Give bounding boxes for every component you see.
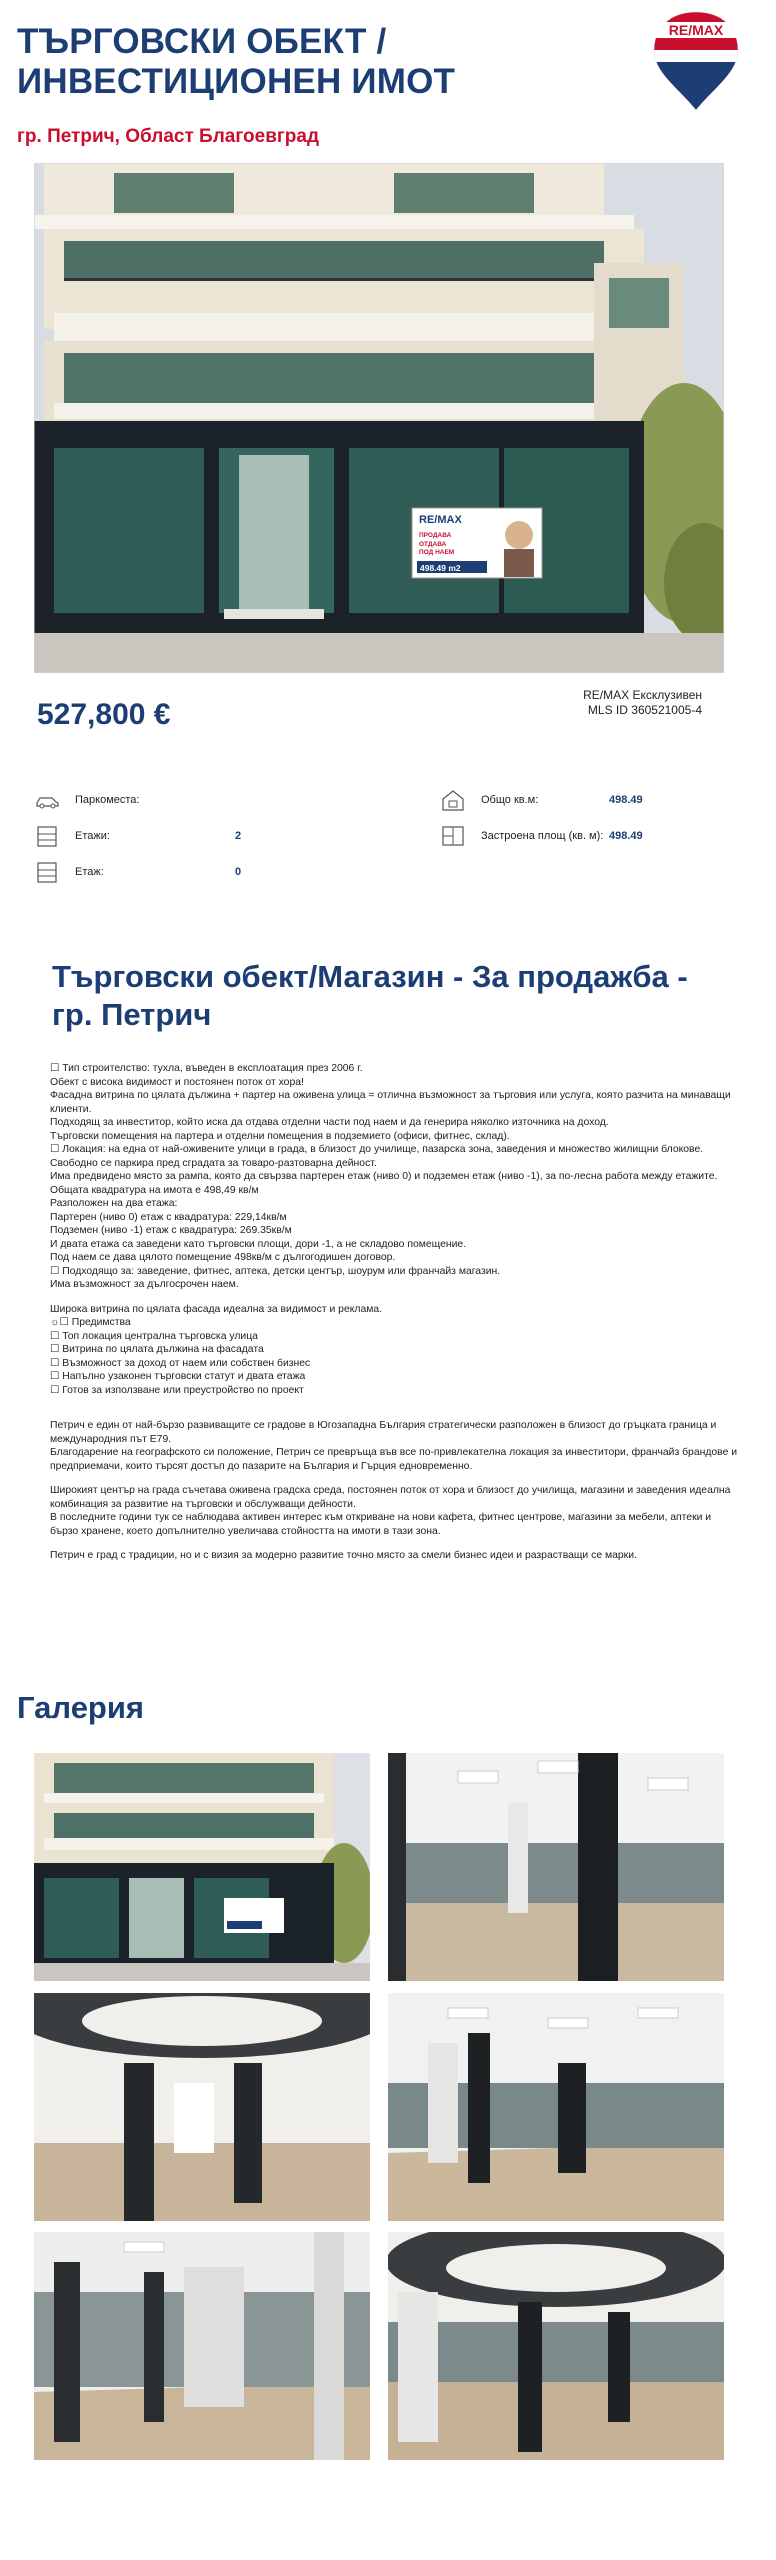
balloon-logo-icon [648, 6, 744, 118]
description-line: Свободно се паркира пред сградата за товаро-разтоварна дейност. [50, 1157, 377, 1169]
fact-label: Застроена площ (кв. м): [481, 830, 604, 842]
description-line: Петрич е град с традиции, но и с визия за модерно развитие точно място за смели бизнес идеи и разрастващи се марки. [50, 1550, 637, 1561]
description-line: ☐ Тип строителство: тухла, въведен в експлоатация през 2006 г. [50, 1063, 363, 1074]
fact-label: Етажи: [75, 830, 110, 842]
gallery-image-interior[interactable] [34, 1993, 370, 2221]
description-line: ☐ Възможност за доход от наем или собствен бизнес [50, 1357, 311, 1369]
description-line: Разположен на два етажа: [50, 1198, 178, 1209]
gallery-image-interior[interactable] [388, 1753, 724, 1981]
fact-total-area [440, 788, 643, 812]
building-icon [34, 860, 60, 884]
house-area-icon [440, 788, 466, 812]
gallery-image-interior[interactable] [388, 2232, 724, 2460]
fact-built-area [440, 824, 643, 848]
fact-value: 0 [235, 866, 242, 878]
listing-price: 527,800 € [37, 698, 171, 731]
paragraph-gap [50, 1408, 740, 1419]
description-line: Подземен (ниво -1) етаж с квадратура: 269.35кв/м [50, 1225, 292, 1236]
description-line: Подходящ за инвеститор, който иска да отдава отделни части под наем и да генерира няколко източника на доход. [50, 1117, 609, 1128]
page-title: ТЪРГОВСКИ ОБЕКТ / ИНВЕСТИЦИОНЕН ИМОТ [17, 22, 456, 101]
fact-value: 498.49 [609, 794, 643, 806]
description-line: ☐ Подходящо за: заведение, фитнес, аптека, детски център, шоурум или франчайз магазин. [50, 1265, 501, 1277]
location-subtitle: гр. Петрич, Област Благоевград [17, 126, 320, 147]
floor-plan-icon [440, 824, 466, 848]
fact-parking [34, 788, 235, 812]
description-line: ☼☐ Предимства [50, 1317, 131, 1328]
description-line: Широкият център на града съчетава оживена градска среда, постоянен поток от хора и близост до училища, магазини и заведения идеална комбинация за развитие на търговски и обслужващи дейности. [50, 1485, 731, 1510]
fact-value: 2 [235, 830, 242, 842]
description-line: ☐ Локация: на една от най-оживените улици в града, в близост до училище, пазарска зона, заведения и множество жилищни блокове. [50, 1144, 704, 1155]
description-line: Фасадна витрина по цялата дължина + партер на оживена улица = отлична възможност за търговия или услуга, която разчита на минаващи клиенти. [50, 1090, 731, 1115]
agency-label: RE/MAX Ексклузивен [583, 688, 702, 702]
description-line: Под наем се дава цялото помещение 498кв/м с дългогодишен договор. [50, 1252, 396, 1263]
sign-area: 498.49 m2 [420, 563, 461, 573]
fact-label: Етаж: [75, 866, 104, 878]
hero-photo [34, 163, 724, 673]
description-line: ☐ Напълно узаконен търговски статут и двата етажа [50, 1371, 306, 1382]
sign-line-3: ПОД НАЕМ [419, 549, 455, 556]
paragraph-gap [50, 1473, 740, 1484]
description-line: И двата етажа са заведени като търговски площи, дори -1, а не складово помещение. [50, 1238, 467, 1250]
gallery-image-facade[interactable] [34, 1753, 370, 1981]
section-title: Търговски обект/Магазин - За продажба - гр. Петрич [52, 959, 688, 1032]
description-line: Петрич е един от най-бързо развиващите се градове в Югозападна България стратегически разположен в близост до гръцката граница и международния път Е79. [50, 1420, 717, 1445]
paragraph-gap [50, 1538, 740, 1549]
description-line: ☐ Готов за използване или преустройство по проект [50, 1384, 304, 1396]
fact-label: Общо кв.м: [481, 794, 539, 806]
mls-id: MLS ID 360521005-4 [587, 703, 702, 717]
paragraph-gap [50, 1292, 740, 1303]
property-description [50, 1062, 740, 1563]
description-line: Обект с висока видимост и постоянен поток от хора! [50, 1076, 304, 1088]
fact-floor [34, 860, 241, 884]
fact-floors [34, 824, 241, 848]
gallery-image-interior[interactable] [388, 1993, 724, 2221]
gallery-image-interior[interactable] [34, 2232, 370, 2460]
description-line: ☐ Витрина по цялата дължина на фасадата [50, 1344, 264, 1355]
listing-meta [583, 688, 702, 718]
description-line: Партерен (ниво 0) етаж с квадратура: 229,14кв/м [50, 1211, 287, 1223]
gallery-title: Галерия [17, 1690, 145, 1725]
description-line: Има възможност за дългосрочен наем. [50, 1279, 239, 1290]
sign-line-1: ПРОДАВА [419, 532, 452, 539]
sign-line-2: ОТДАВА [419, 541, 447, 548]
car-icon [34, 788, 60, 812]
description-line: Търговски помещения на партера и отделни помещения в подземието (офиси, фитнес, склад). [50, 1130, 510, 1142]
paragraph-gap [50, 1397, 740, 1408]
fact-value: 498.49 [609, 830, 643, 842]
description-line: Има предвидено място за рампа, която да свързва партерен етаж (ниво 0) и подземен етаж (ниво -1), за по-лесна работа между етажите. [50, 1171, 718, 1182]
description-line: Общата квадратура на имота е 498,49 кв/м [50, 1184, 259, 1196]
description-line: Широка витрина по цялата фасада идеална за видимост и реклама. [50, 1303, 383, 1315]
description-line: В последните години тук се наблюдава активен интерес към откриване на нови кафета, фитнес центрове, магазини за мебели, аптеки и бързо хранене, което допълнително увеличава стойността на имоти в тази зона. [50, 1512, 712, 1537]
description-line: Благодарение на географското си положение, Петрич се превръща във все по-привлекателна локация за инвеститори, франчайз брандове и предприемачи, които търсят достъп до пазарите на България и Гърция едновременно. [50, 1447, 738, 1472]
logo-text: RE/MAX [668, 22, 724, 38]
fact-label: Паркоместа: [75, 794, 140, 806]
building-icon [34, 824, 60, 848]
remax-logo [648, 6, 744, 118]
description-line: ☐ Топ локация централна търговска улица [50, 1330, 258, 1342]
sign-brand: RE/MAX [419, 514, 462, 526]
